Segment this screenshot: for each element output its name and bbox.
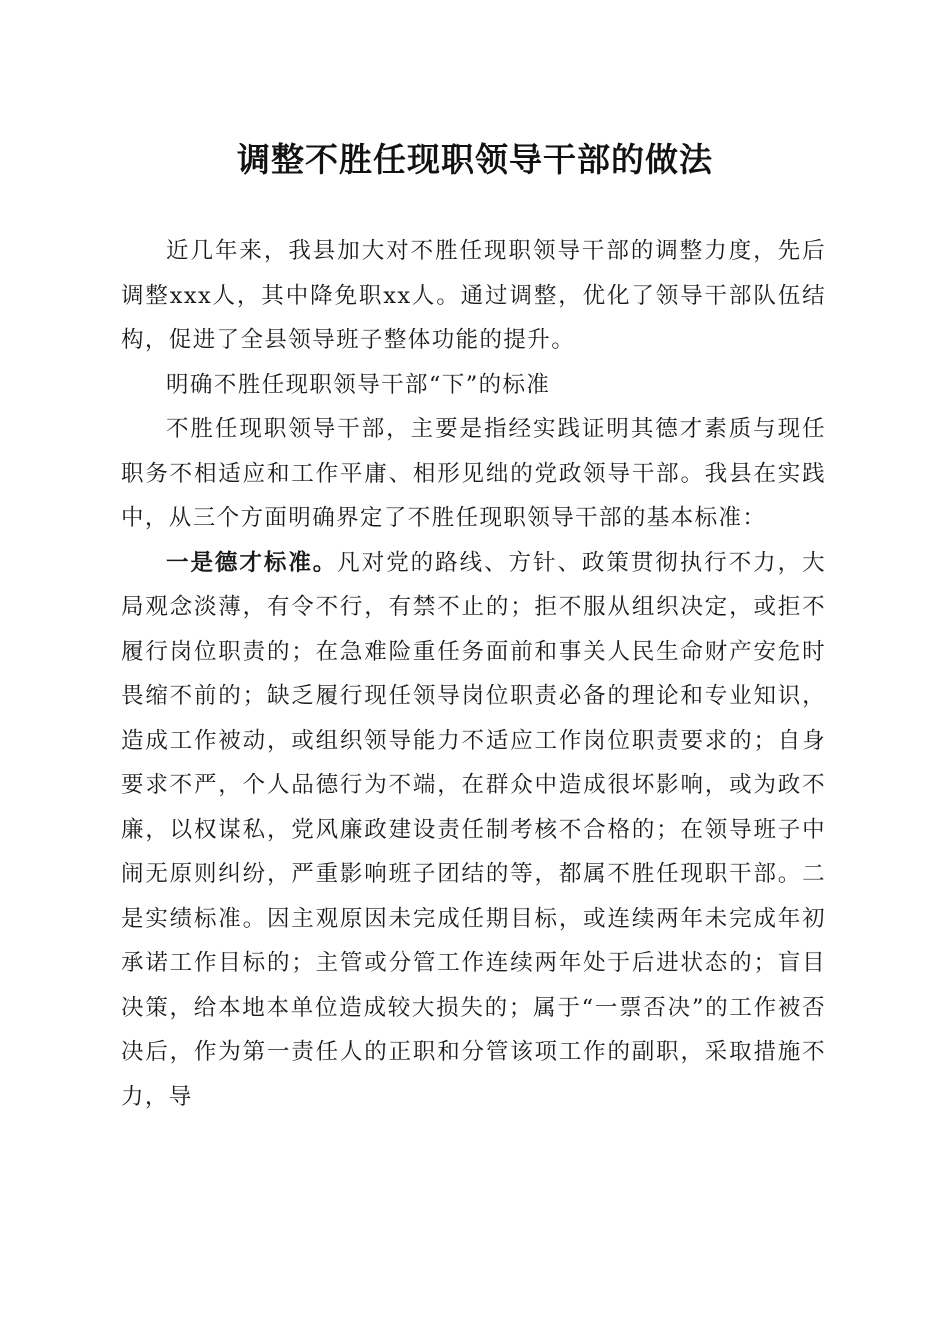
document-body <box>121 229 826 1119</box>
paragraph-intro: 近几年来，我县加大对不胜任现职领导干部的调整力度，先后调整xxx人，其中降免职xx人。通过调整，优化了领导干部队伍结构，促进了全县领导班子整体功能的提升。 <box>121 238 826 353</box>
paragraph-section-heading: 明确不胜任现职领导干部“下”的标准 <box>166 371 551 398</box>
paragraph-standards-text: 凡对党的路线、方针、政策贯彻执行不力，大局观念淡薄，有令不行，有禁不止的；拒不服从组织决定，或拒不履行岗位职责的；在急难险重任务面前和事关人民生命财产安危时畏缩不前的；缺乏履行现任领导岗位职责必备的理论和专业知识，造成工作被动，或组织领导能力不适应工作岗位职责要求的；自身要求不严，个人品德行为不端，在群众中造成很坏影响，或为政不廉，以权谋私，党风廉政建设责任制考核不合格的；在领导班子中闹无原则纠纷，严重影响班子团结的等，都属不胜任现职干部。二是实绩标准。因主观原因未完成任期目标，或连续两年未完成年初承诺工作目标的；主管或分管工作连续两年处于后进状态的；盲目决策，给本地本单位造成较大损失的；属于“一票否决”的工作被否决后，作为第一责任人的正职和分管该项工作的副职，采取措施不力，导 <box>121 549 826 1110</box>
document-title: 调整不胜任现职领导干部的做法 <box>237 140 713 179</box>
paragraph-definition: 不胜任现职领导干部，主要是指经实践证明其德才素质与现任职务不相适应和工作平庸、相形见绌的党政领导干部。我县在实践中，从三个方面明确界定了不胜任现职领导干部的基本标准： <box>121 416 826 531</box>
paragraph-lead-phrase: 一是德才标准。 <box>166 549 338 576</box>
paragraph-standards <box>121 541 826 1120</box>
